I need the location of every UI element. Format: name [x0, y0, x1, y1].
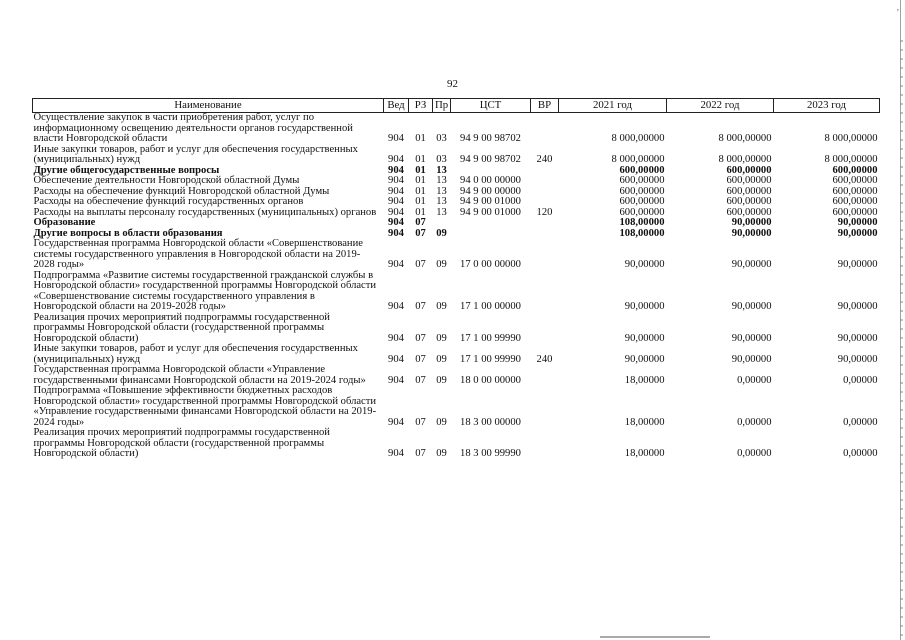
cell-y2021: 600,00000 [619, 196, 665, 207]
table-row [33, 365, 880, 386]
cell-y2023: 90,00000 [837, 259, 878, 270]
cell-pr: 09 [436, 374, 447, 386]
cell-y2022: 0,00000 [737, 448, 772, 459]
cell-y2022: 90,00000 [731, 353, 772, 365]
cell-y2022: 90,00000 [731, 259, 772, 270]
cell-y2021: 600,00000 [619, 206, 665, 218]
cell-pr: 09 [436, 259, 447, 270]
cell-name: Иные закупки товаров, работ и услуг для обеспечения государственных (муниципальных) нужд [33, 343, 358, 365]
cell-y2021: 600,00000 [619, 175, 665, 186]
cell-y2023: 90,00000 [837, 301, 878, 312]
cell-vr [531, 113, 559, 145]
cell-cst: 94 9 00 01000 [460, 206, 521, 218]
cell-name: Расходы на обеспечение функций государственных органов [33, 196, 304, 207]
cell-y2021: 8 000,00000 [611, 133, 665, 144]
cell-ved: 904 [388, 185, 404, 197]
table-body [33, 113, 880, 460]
page-number: 92 [447, 78, 458, 90]
cell-ved: 904 [388, 227, 404, 239]
header-name: Наименование [33, 99, 384, 113]
cell-pr: 09 [436, 301, 447, 312]
scan-edge-dots [900, 40, 903, 640]
header-cst: ЦСТ [451, 99, 531, 113]
cell-pr: 09 [436, 227, 447, 239]
cell-rz: 01 [415, 206, 426, 218]
cell-pr: 09 [436, 353, 447, 365]
cell-y2021: 108,00000 [619, 227, 665, 239]
cell-y2022: 90,00000 [731, 301, 772, 312]
cell-vr [531, 218, 559, 229]
cell-y2023: 90,00000 [837, 217, 878, 228]
table-row [33, 239, 880, 271]
cell-name: Реализация прочих мероприятий подпрограммы государственной программы Новгородской области (государственной программы Новгородской области) [33, 311, 330, 344]
cell-rz: 07 [415, 217, 426, 228]
cell-cst: 17 1 00 99990 [460, 332, 521, 344]
cell-cst: 94 9 00 00000 [460, 185, 521, 197]
cell-rz: 01 [415, 154, 426, 165]
cell-rz: 07 [415, 416, 426, 428]
cell-cst: 18 3 00 00000 [460, 416, 521, 428]
cell-pr: 03 [436, 133, 447, 144]
cell-pr: 09 [436, 448, 447, 459]
cell-name: Государственная программа Новгородской области «Совершенствование системы государственного управления в Новгородской области на 2019-2028 годы» [33, 238, 363, 270]
table-row [33, 113, 880, 145]
cell-vr [531, 197, 559, 208]
cell-ved: 904 [388, 196, 404, 207]
cell-y2022: 90,00000 [731, 217, 772, 228]
table-row [33, 197, 880, 208]
cell-vr: 120 [536, 206, 553, 218]
cell-vr [531, 365, 559, 386]
cell-ved: 904 [388, 206, 404, 218]
cell-pr: 13 [436, 175, 447, 186]
cell-name: Осуществление закупок в части приобретения работ, услуг по информационному освещению деятельности органов государственной власти Новгородской области [33, 112, 353, 144]
cell-cst: 94 9 00 98702 [460, 154, 521, 165]
cell-ved: 904 [388, 217, 404, 228]
cell-pr: 09 [436, 416, 447, 428]
header-vr: ВР [531, 99, 559, 113]
cell-rz: 01 [415, 185, 426, 197]
cell-y2021: 600,00000 [619, 185, 665, 197]
cell-y2022: 600,00000 [726, 175, 772, 186]
cell-name: Государственная программа Новгородской области «Управление государственными финансами Новгородской области на 2019-2024 годы» [33, 364, 366, 386]
cell-y2021: 18,00000 [624, 374, 665, 386]
cell-y2021: 108,00000 [619, 217, 665, 228]
cell-name: Другие вопросы в области образования [33, 227, 223, 239]
cell-y2021: 18,00000 [624, 416, 665, 428]
cell-vr [531, 386, 559, 428]
cell-ved: 904 [388, 448, 404, 459]
cell-y2023: 8 000,00000 [824, 133, 878, 144]
cell-cst: 18 3 00 99990 [460, 448, 521, 459]
cell-vr: 240 [536, 353, 553, 365]
cell-y2022: 600,00000 [726, 206, 772, 218]
header-2022: 2022 год [667, 99, 774, 113]
cell-pr: 13 [436, 196, 447, 207]
cell-rz: 01 [415, 133, 426, 144]
cell-rz: 01 [415, 164, 426, 176]
cell-vr [531, 313, 559, 345]
cell-vr [531, 187, 559, 198]
cell-y2023: 90,00000 [837, 227, 878, 239]
cell-vr [531, 428, 559, 460]
cell-vr [531, 229, 559, 240]
cell-ved: 904 [388, 374, 404, 386]
cell-y2022: 8 000,00000 [718, 154, 772, 165]
cell-rz: 07 [415, 227, 426, 239]
cell-pr: 13 [436, 185, 447, 197]
cell-vr [531, 239, 559, 271]
cell-y2021: 8 000,00000 [611, 154, 665, 165]
cell-pr: 13 [436, 164, 447, 176]
cell-y2021: 18,00000 [624, 448, 665, 459]
cell-y2022: 600,00000 [726, 196, 772, 207]
cell-rz: 07 [415, 353, 426, 365]
cell-y2023: 90,00000 [837, 332, 878, 344]
cell-y2021: 90,00000 [624, 259, 665, 270]
cell-cst: 94 9 00 01000 [460, 196, 521, 207]
cell-rz: 01 [415, 175, 426, 186]
cell-cst: 94 9 00 98702 [460, 133, 521, 144]
cell-cst: 17 0 00 00000 [460, 259, 521, 270]
scan-corner-mark: , [896, 2, 899, 12]
cell-y2022: 0,00000 [737, 374, 772, 386]
cell-name: Иные закупки товаров, работ и услуг для обеспечения государственных (муниципальных) нужд [33, 143, 358, 165]
cell-cst: 18 0 00 00000 [460, 374, 521, 386]
cell-rz: 01 [415, 196, 426, 207]
table-row [33, 271, 880, 313]
cell-y2023: 90,00000 [837, 353, 878, 365]
header-rz: РЗ [409, 99, 433, 113]
cell-name: Обеспечение деятельности Новгородской областной Думы [33, 175, 300, 186]
cell-y2021: 600,00000 [619, 164, 665, 176]
cell-rz: 07 [415, 448, 426, 459]
cell-y2022: 600,00000 [726, 185, 772, 197]
cell-y2021: 90,00000 [624, 332, 665, 344]
cell-ved: 904 [388, 133, 404, 144]
cell-y2022: 600,00000 [726, 164, 772, 176]
cell-name: Расходы на обеспечение функций Новгородской областной Думы [33, 185, 330, 197]
cell-y2023: 600,00000 [832, 196, 878, 207]
cell-ved: 904 [388, 332, 404, 344]
cell-name: Образование [33, 217, 96, 228]
cell-y2023: 0,00000 [843, 416, 878, 428]
cell-cst: 17 1 00 00000 [460, 301, 521, 312]
cell-y2023: 600,00000 [832, 164, 878, 176]
cell-y2023: 600,00000 [832, 175, 878, 186]
table-row [33, 313, 880, 345]
table-header-row [33, 99, 880, 113]
table-row [33, 218, 880, 229]
cell-vr: 240 [536, 154, 553, 165]
cell-rz: 07 [415, 332, 426, 344]
cell-pr: 13 [436, 206, 447, 218]
cell-ved: 904 [388, 175, 404, 186]
cell-name: Расходы на выплаты персоналу государственных (муниципальных) органов [33, 206, 377, 218]
cell-y2022: 0,00000 [737, 416, 772, 428]
table-row [33, 386, 880, 428]
budget-table [32, 98, 880, 460]
cell-ved: 904 [388, 301, 404, 312]
cell-rz: 07 [415, 301, 426, 312]
cell-y2022: 90,00000 [731, 227, 772, 239]
cell-y2023: 8 000,00000 [824, 154, 878, 165]
cell-y2023: 0,00000 [843, 374, 878, 386]
cell-ved: 904 [388, 164, 404, 176]
table-row [33, 145, 880, 166]
cell-ved: 904 [388, 353, 404, 365]
cell-y2023: 0,00000 [843, 448, 878, 459]
cell-rz: 07 [415, 374, 426, 386]
header-2021: 2021 год [559, 99, 667, 113]
cell-y2022: 90,00000 [731, 332, 772, 344]
cell-rz: 07 [415, 259, 426, 270]
cell-ved: 904 [388, 259, 404, 270]
header-ved: Вед [384, 99, 409, 113]
cell-ved: 904 [388, 154, 404, 165]
cell-name: Подпрограмма «Развитие системы государственной гражданской службы в Новгородской области» государственной программы Новгородской области «Совершенствование системы государственного управления в Новгородской области на 2019-2028 годы» [33, 269, 377, 312]
cell-vr [531, 176, 559, 187]
cell-cst [451, 218, 531, 229]
cell-name: Реализация прочих мероприятий подпрограммы государственной программы Новгородской области (государственной программы Новгородской области) [33, 427, 330, 459]
cell-name: Другие общегосударственные вопросы [33, 164, 220, 176]
table-row [33, 176, 880, 187]
cell-name: Подпрограмма «Повышение эффективности бюджетных расходов Новгородской области» государственной программы Новгородской области «Управление государственными финансами Новгородской области на 2019-2024 годы» [33, 385, 377, 428]
cell-ved: 904 [388, 416, 404, 428]
cell-vr [531, 271, 559, 313]
header-pr: Пр [433, 99, 451, 113]
cell-cst [451, 229, 531, 240]
cell-pr [433, 218, 451, 229]
header-2023: 2023 год [774, 99, 880, 113]
cell-y2021: 90,00000 [624, 353, 665, 365]
cell-y2023: 600,00000 [832, 206, 878, 218]
cell-pr: 09 [436, 332, 447, 344]
cell-y2021: 90,00000 [624, 301, 665, 312]
cell-pr: 03 [436, 154, 447, 165]
cell-y2023: 600,00000 [832, 185, 878, 197]
cell-cst: 17 1 00 99990 [460, 353, 521, 365]
scan-bottom-mark [600, 636, 710, 638]
cell-y2022: 8 000,00000 [718, 133, 772, 144]
cell-cst: 94 0 00 00000 [460, 175, 521, 186]
table-row [33, 428, 880, 460]
table-row [33, 344, 880, 365]
cell-vr [531, 166, 559, 177]
